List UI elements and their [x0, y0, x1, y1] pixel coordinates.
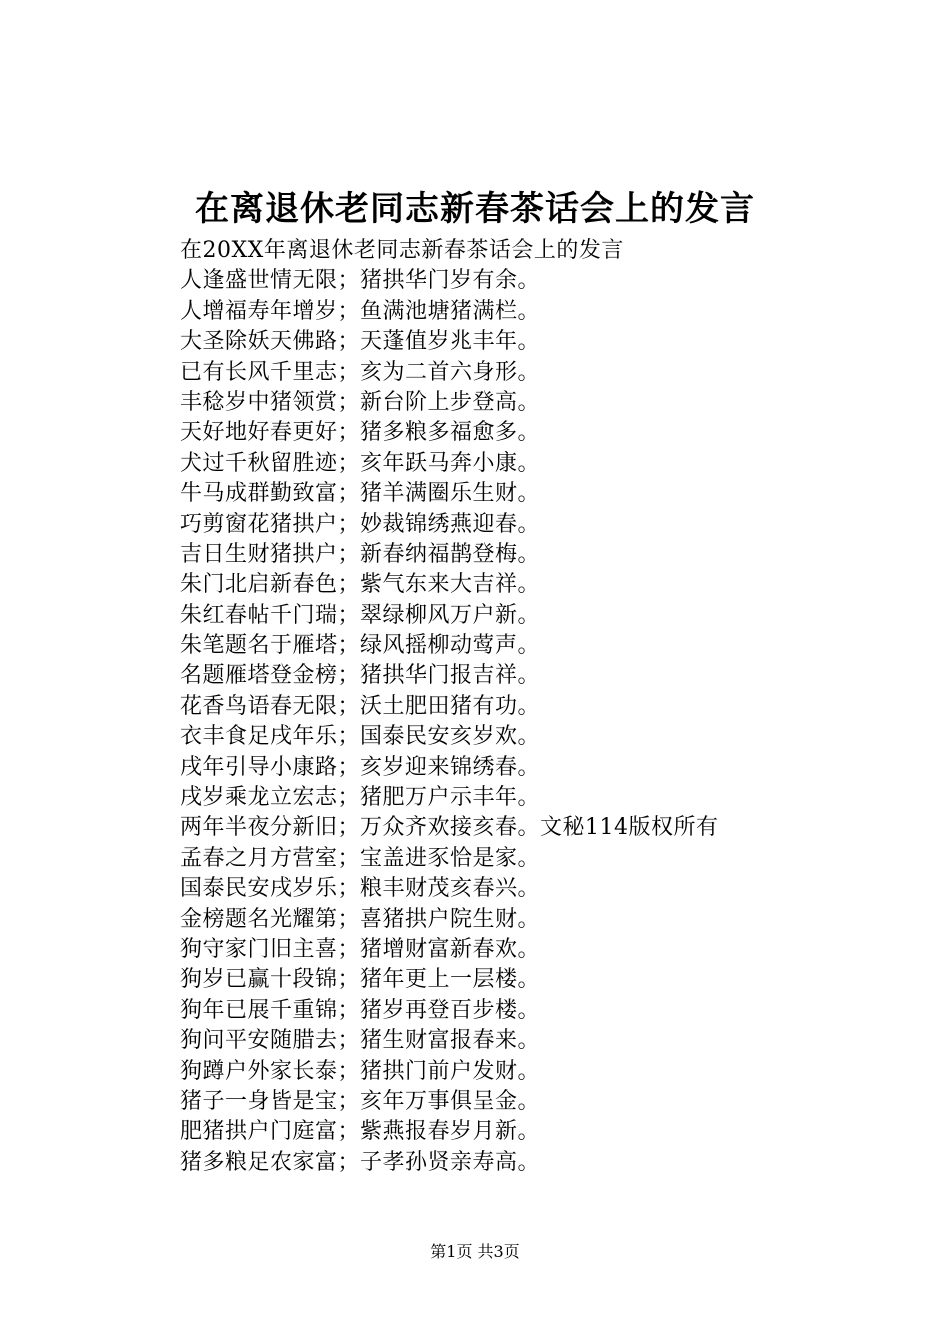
couplet-line: 戌年引导小康路；亥岁迎来锦绣春。 — [180, 754, 541, 780]
document-title: 在离退休老同志新春茶话会上的发言 — [195, 189, 755, 229]
couplet-line: 巧剪窗花猪拱户；妙裁锦绣燕迎春。 — [180, 511, 541, 537]
couplet-line: 朱门北启新春色；紫气东来大吉祥。 — [180, 572, 541, 598]
couplet-line: 吉日生财猪拱户；新春纳福鹊登梅。 — [180, 541, 541, 567]
couplet-line: 天好地好春更好；猪多粮多福愈多。 — [180, 420, 541, 446]
couplet-line: 狗问平安随腊去；猪生财富报春来。 — [180, 1028, 541, 1054]
couplet-line: 狗岁已赢十段锦；猪年更上一层楼。 — [180, 967, 541, 993]
couplet-line: 国泰民安戌岁乐；粮丰财茂亥春兴。 — [180, 876, 541, 902]
couplet-line: 猪多粮足农家富；子孝孙贤亲寿高。 — [180, 1149, 541, 1175]
couplet-line: 花香鸟语春无限；沃土肥田猪有功。 — [180, 693, 541, 719]
couplet-line: 名题雁塔登金榜；猪拱华门报吉祥。 — [180, 663, 541, 689]
couplet-line: 大圣除妖天佛路；天蓬值岁兆丰年。 — [180, 329, 541, 355]
couplet-line: 犬过千秋留胜迹；亥年跃马奔小康。 — [180, 450, 541, 476]
couplet-line: 牛马成群勤致富；猪羊满圈乐生财。 — [180, 481, 541, 507]
couplet-line: 狗守家门旧主喜；猪增财富新春欢。 — [180, 936, 541, 962]
couplet-line: 猪子一身皆是宝；亥年万事俱呈金。 — [180, 1088, 541, 1114]
couplet-line: 狗年已展千重锦；猪岁再登百步楼。 — [180, 997, 541, 1023]
couplet-line: 朱笔题名于雁塔；绿风摇柳动莺声。 — [180, 633, 541, 659]
couplet-line: 两年半夜分新旧；万众齐欢接亥春。文秘114版权所有 — [180, 815, 719, 841]
couplet-line: 丰稔岁中猪领赏；新台阶上步登高。 — [180, 389, 541, 415]
document-body — [180, 236, 880, 1178]
page-footer: 第1页 共3页 — [430, 1242, 520, 1261]
couplet-line: 朱红春帖千门瑞；翠绿柳风万户新。 — [180, 602, 541, 628]
couplet-line: 孟春之月方营室；宝盖进豕恰是家。 — [180, 845, 541, 871]
subtitle-line: 在20XX年离退休老同志新春茶话会上的发言 — [180, 238, 624, 263]
couplet-line: 戌岁乘龙立宏志；猪肥万户示丰年。 — [180, 785, 541, 811]
couplet-line: 人逢盛世情无限；猪拱华门岁有余。 — [180, 268, 541, 294]
couplet-line: 狗蹲户外家长泰；猪拱门前户发财。 — [180, 1058, 541, 1084]
couplet-line: 人增福寿年增岁；鱼满池塘猪满栏。 — [180, 298, 541, 324]
couplet-line: 肥猪拱户门庭富；紫燕报春岁月新。 — [180, 1119, 541, 1145]
couplet-line: 金榜题名光耀第；喜猪拱户院生财。 — [180, 906, 541, 932]
couplet-line: 已有长风千里志；亥为二首六身形。 — [180, 359, 541, 385]
couplet-line: 衣丰食足戌年乐；国泰民安亥岁欢。 — [180, 724, 541, 750]
